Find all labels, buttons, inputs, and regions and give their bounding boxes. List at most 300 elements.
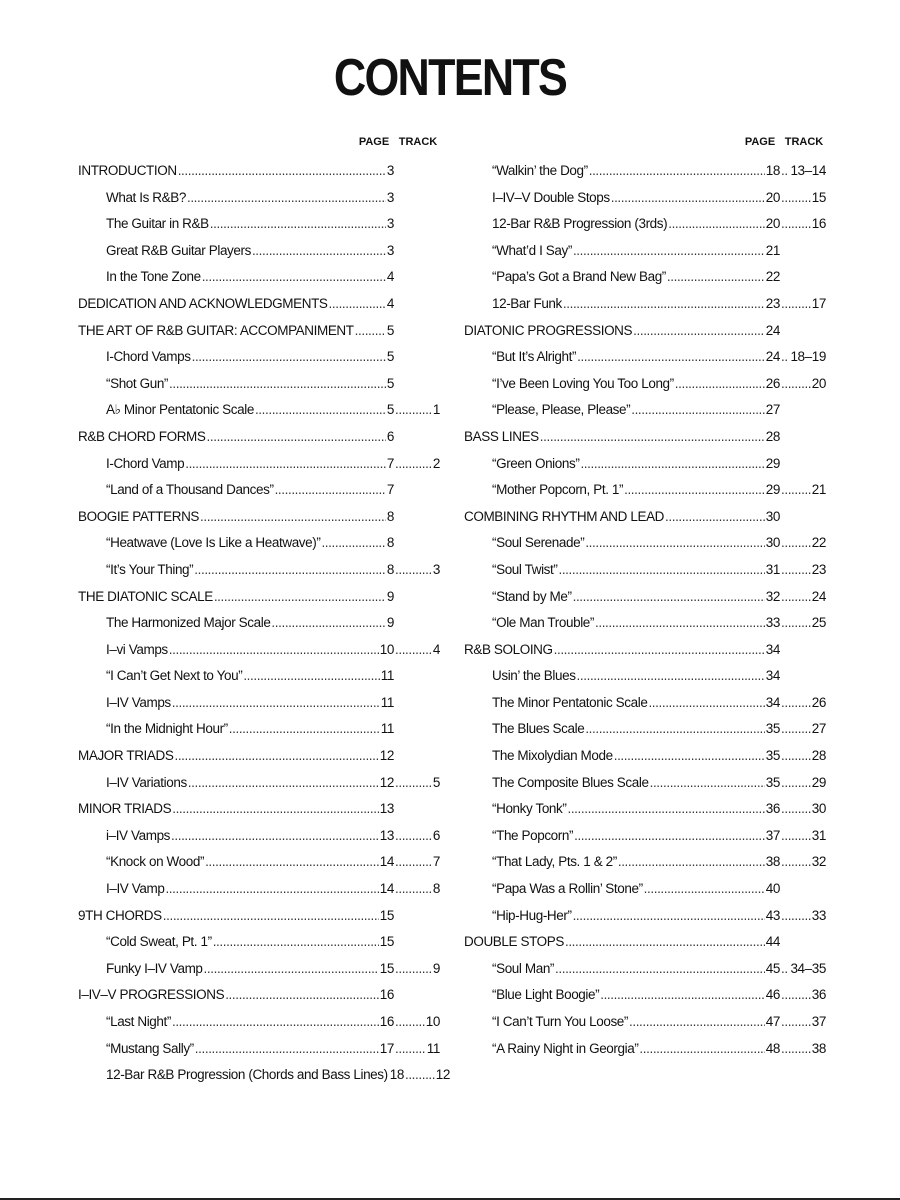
entry-title: 12-Bar R&B Progression (3rds) (492, 216, 668, 232)
entry-title: I–IV Variations (106, 774, 187, 790)
page-number: 5 (386, 402, 394, 418)
track-dot-leader (781, 982, 811, 1009)
track-dot-leader (781, 291, 811, 318)
page-number: 47 (765, 1014, 780, 1029)
entry-title: “Papa’s Got a Brand New Bag” (492, 269, 666, 285)
toc-entry (464, 690, 826, 717)
page-number: 34 (765, 641, 780, 657)
track-cell (780, 530, 826, 557)
page-number: 37 (765, 827, 780, 843)
track-dot-leader (781, 690, 811, 717)
toc-entry (464, 397, 826, 424)
track-number: 32 (811, 854, 826, 870)
entry-title: I–IV–V Double Stops (492, 189, 610, 205)
toc-section-heading (78, 504, 440, 531)
page-number: 16 (379, 1014, 394, 1029)
track-dot-leader (395, 849, 432, 876)
track-cell (394, 823, 440, 850)
track-dot-leader (781, 903, 811, 930)
track-dot-leader (405, 1062, 435, 1089)
page-number: 46 (765, 987, 780, 1003)
track-cell (780, 690, 826, 717)
dot-leader (589, 158, 765, 185)
track-dot-leader (395, 557, 432, 584)
track-dot-leader (781, 743, 811, 770)
entry-title: I–IV–V PROGRESSIONS (78, 987, 225, 1003)
toc-entry (78, 610, 440, 637)
toc-entry (78, 185, 440, 212)
entry-title: In the Tone Zone (106, 269, 201, 285)
track-number: 27 (811, 721, 826, 737)
dot-leader (639, 1036, 764, 1063)
track-number: 28 (811, 748, 826, 764)
toc-section-heading (464, 504, 826, 531)
entry-title: “Mother Popcorn, Pt. 1” (492, 482, 624, 498)
dot-leader (668, 211, 765, 238)
toc-entry (78, 637, 440, 664)
track-cell (394, 956, 440, 983)
entry-title: “Soul Man” (492, 960, 555, 976)
dot-leader (675, 371, 765, 398)
track-dot-leader (781, 770, 811, 797)
page-number: 15 (379, 960, 394, 976)
dot-leader (573, 238, 765, 265)
entry-title: DIATONIC PROGRESSIONS (464, 322, 633, 338)
dot-leader (648, 690, 764, 717)
entry-title: INTRODUCTION (78, 163, 177, 178)
dot-leader (255, 397, 386, 424)
toc-entry (78, 929, 440, 956)
page-number: 18 (389, 1067, 404, 1083)
toc-entry (78, 371, 440, 398)
toc-entry (464, 796, 826, 823)
page-number: 21 (765, 242, 780, 258)
page-number: 3 (386, 216, 394, 232)
track-cell (394, 1036, 440, 1063)
track-number: 26 (811, 694, 826, 710)
dot-leader (585, 530, 764, 557)
dot-leader (321, 530, 385, 557)
dot-leader (192, 344, 386, 371)
toc-section-heading (78, 424, 440, 451)
page-number: 4 (386, 295, 394, 311)
track-number: 37 (811, 1014, 826, 1029)
dot-leader (204, 956, 379, 983)
dot-leader (611, 185, 765, 212)
toc-entry (464, 903, 826, 930)
track-dot-leader (781, 796, 811, 823)
entry-title: THE ART OF R&B GUITAR: ACCOMPANIMENT (78, 322, 354, 338)
track-dot-leader (395, 823, 432, 850)
page-number: 40 (765, 881, 780, 897)
page-number: 12 (379, 774, 394, 790)
dot-leader (563, 291, 765, 318)
page-number: 20 (765, 189, 780, 205)
track-number: 16 (811, 216, 826, 232)
page-number: 17 (379, 1040, 394, 1056)
entry-title: BOOGIE PATTERNS (78, 508, 200, 524)
track-cell (394, 451, 440, 478)
track-dot-leader (395, 770, 432, 797)
entry-title: R&B SOLOING (464, 641, 553, 657)
dot-leader (171, 823, 379, 850)
dot-leader (554, 637, 765, 664)
track-number: 3 (432, 561, 440, 577)
toc-entry (78, 1036, 440, 1063)
dot-leader (650, 770, 765, 797)
toc-entry (464, 982, 826, 1009)
dot-leader (172, 1009, 379, 1036)
dot-leader (329, 291, 386, 318)
page-number: 9 (386, 588, 394, 604)
toc-section-heading (78, 291, 440, 318)
entry-title: “A Rainy Night in Georgia” (492, 1040, 639, 1056)
dot-leader (577, 344, 765, 371)
page-number: 14 (379, 854, 394, 870)
page-number: 3 (386, 189, 394, 205)
toc-entry (464, 185, 826, 212)
dot-leader (214, 584, 386, 611)
toc-entry (78, 530, 440, 557)
track-dot-leader (395, 1036, 426, 1063)
page-number: 33 (765, 615, 780, 631)
toc-entry (78, 397, 440, 424)
dot-leader (210, 211, 386, 238)
page-number: 23 (765, 295, 780, 311)
toc-entry (78, 876, 440, 903)
track-dot-leader (395, 956, 432, 983)
toc-entry (464, 344, 826, 371)
toc-column-right (464, 132, 826, 1062)
track-cell (780, 903, 826, 930)
entry-title: “Cold Sweat, Pt. 1” (106, 934, 212, 950)
entry-title: “Green Onions” (492, 455, 580, 471)
page-number: 12 (379, 748, 394, 764)
entry-title: “Hip-Hug-Her” (492, 907, 572, 923)
track-number: 25 (811, 615, 826, 631)
track-cell (394, 876, 440, 903)
page-number: 7 (386, 482, 394, 498)
toc-entry (464, 584, 826, 611)
entry-title: “Last Night” (106, 1014, 171, 1029)
track-dot-leader (781, 185, 811, 212)
entry-title: COMBINING RHYTHM AND LEAD (464, 508, 665, 524)
page-number: 5 (386, 375, 394, 391)
track-cell (780, 211, 826, 238)
entry-title: Great R&B Guitar Players (106, 242, 251, 258)
entry-title: Usin’ the Blues (492, 668, 576, 684)
toc-entry (464, 849, 826, 876)
entry-title: I–vi Vamps (106, 641, 168, 657)
dot-leader (555, 956, 765, 983)
page-number: 45 (765, 960, 780, 976)
page-title: CONTENTS (333, 49, 567, 107)
page-number: 3 (386, 163, 394, 178)
dot-leader (567, 796, 764, 823)
track-dot-leader (395, 1009, 425, 1036)
page-number: 8 (386, 535, 394, 551)
page-number: 34 (765, 668, 780, 684)
page-number: 9 (386, 615, 394, 631)
page-number: 27 (765, 402, 780, 418)
track-dot-leader (781, 956, 789, 983)
track-cell (780, 716, 826, 743)
toc-column-left (78, 132, 450, 1089)
toc-entry (464, 211, 826, 238)
track-number: 2 (432, 455, 440, 471)
track-number: 7 (432, 854, 440, 870)
toc-entry (464, 1036, 826, 1063)
toc-entry (78, 823, 440, 850)
track-dot-leader (781, 849, 811, 876)
entry-title: “The Popcorn” (492, 827, 574, 843)
page-number: 26 (765, 375, 780, 391)
toc-entry (464, 770, 826, 797)
dot-leader (577, 663, 765, 690)
track-number: 20 (811, 375, 826, 391)
page-number: 14 (379, 881, 394, 897)
track-number: 15 (811, 189, 826, 205)
toc-entry (464, 956, 826, 983)
track-header: TRACK (784, 136, 824, 148)
toc-section-heading (78, 584, 440, 611)
page-number: 24 (765, 349, 780, 365)
page-number: 44 (765, 934, 780, 950)
toc-entry (464, 716, 826, 743)
entry-title: I–IV Vamps (106, 694, 171, 710)
track-dot-leader (781, 371, 811, 398)
track-dot-leader (781, 557, 811, 584)
page-number: 8 (386, 561, 394, 577)
entry-title: 12-Bar Funk (492, 295, 562, 311)
dot-leader (595, 610, 765, 637)
dot-leader (631, 397, 765, 424)
track-cell (780, 185, 826, 212)
toc-entry (464, 823, 826, 850)
track-number: 38 (811, 1040, 826, 1056)
entry-title: “Land of a Thousand Dances” (106, 482, 274, 498)
toc-section-heading (78, 318, 440, 345)
page-number: 5 (386, 349, 394, 365)
track-number: 36 (811, 987, 826, 1003)
track-dot-leader (781, 1036, 811, 1063)
dot-leader (252, 238, 386, 265)
entry-title: “Soul Twist” (492, 561, 558, 577)
dot-leader (225, 982, 379, 1009)
page-number: 18 (765, 163, 780, 178)
track-dot-leader (781, 477, 811, 504)
track-dot-leader (781, 211, 811, 238)
entry-title: “Blue Light Boogie” (492, 987, 600, 1003)
dot-leader (178, 158, 386, 185)
dot-leader (558, 557, 764, 584)
toc-section-heading (464, 637, 826, 664)
toc-entry (464, 557, 826, 584)
page-number: 8 (386, 508, 394, 524)
dot-leader (205, 849, 379, 876)
toc-section-heading (78, 158, 440, 185)
dot-leader (629, 1009, 765, 1036)
track-number: 24 (811, 588, 826, 604)
toc-list-left (78, 158, 450, 1089)
track-dot-leader (781, 823, 811, 850)
page-number: 35 (765, 774, 780, 790)
track-number: 6 (432, 827, 440, 843)
page-number: 31 (765, 561, 780, 577)
page-number: 34 (765, 694, 780, 710)
entry-title: “Heatwave (Love Is Like a Heatwave)” (106, 535, 321, 551)
entry-title: “Please, Please, Please” (492, 402, 631, 418)
toc-entry (78, 477, 440, 504)
entry-title: “Stand by Me” (492, 588, 572, 604)
toc-entry (78, 451, 440, 478)
page-number: 30 (765, 535, 780, 551)
dot-leader (202, 264, 386, 291)
page-number: 36 (765, 801, 780, 817)
entry-title: i–IV Vamps (106, 827, 171, 843)
toc-entry (78, 956, 440, 983)
entry-title: “In the Midnight Hour” (106, 721, 228, 737)
track-number: 34–35 (790, 960, 826, 976)
toc-entry (78, 770, 440, 797)
dot-leader (195, 1036, 379, 1063)
entry-title: 9TH CHORDS (78, 907, 162, 923)
toc-entry (464, 477, 826, 504)
track-cell (404, 1062, 450, 1089)
track-cell (780, 1036, 826, 1063)
entry-title: The Minor Pentatonic Scale (492, 694, 648, 710)
toc-entry (464, 876, 826, 903)
dot-leader (174, 743, 378, 770)
dot-leader (271, 610, 385, 637)
page-number: 11 (380, 721, 394, 737)
entry-title: 12-Bar R&B Progression (Chords and Bass Lines) (106, 1067, 388, 1083)
track-cell (780, 610, 826, 637)
dot-leader (194, 557, 386, 584)
toc-entry (78, 690, 440, 717)
track-cell (780, 743, 826, 770)
page-number: 6 (386, 428, 394, 444)
page-number: 7 (386, 455, 394, 471)
toc-entry (464, 291, 826, 318)
toc-entry (78, 211, 440, 238)
track-cell (780, 796, 826, 823)
entry-title: “Papa Was a Rollin’ Stone” (492, 881, 643, 897)
entry-title: THE DIATONIC SCALE (78, 588, 213, 604)
page-number: 11 (380, 694, 394, 710)
dot-leader (600, 982, 765, 1009)
entry-title: MINOR TRIADS (78, 801, 172, 817)
toc-section-heading (78, 903, 440, 930)
page-number: 10 (379, 641, 394, 657)
dot-leader (243, 663, 379, 690)
dot-leader (574, 823, 765, 850)
track-number: 11 (426, 1040, 440, 1056)
track-number: 33 (811, 907, 826, 923)
page-number: 4 (386, 269, 394, 285)
toc-entry (78, 716, 440, 743)
page-number: 5 (386, 322, 394, 338)
dot-leader (229, 716, 380, 743)
track-cell (780, 823, 826, 850)
track-header: TRACK (398, 136, 438, 148)
track-number: 4 (432, 641, 440, 657)
page-number: 30 (765, 508, 780, 524)
column-header (464, 132, 826, 152)
track-cell (780, 584, 826, 611)
page-number: 29 (765, 482, 780, 498)
page-number: 38 (765, 854, 780, 870)
dot-leader (573, 903, 765, 930)
toc-entry (464, 451, 826, 478)
entry-title: BASS LINES (464, 428, 539, 444)
dot-leader (644, 876, 765, 903)
dot-leader (163, 903, 379, 930)
entry-title: I-Chord Vamp (106, 455, 185, 471)
toc-section-heading (78, 982, 440, 1009)
dot-leader (165, 876, 378, 903)
track-number: 10 (425, 1014, 440, 1029)
entry-title: The Harmonized Major Scale (106, 615, 271, 631)
dot-leader (624, 477, 765, 504)
page-number: 15 (379, 934, 394, 950)
page-number: 24 (765, 322, 780, 338)
track-cell (394, 557, 440, 584)
entry-title: The Mixolydian Mode (492, 748, 613, 764)
track-dot-leader (781, 584, 811, 611)
entry-title: MAJOR TRIADS (78, 748, 174, 764)
entry-title: “I Can’t Get Next to You” (106, 668, 243, 684)
track-dot-leader (781, 610, 811, 637)
track-cell (780, 371, 826, 398)
page-number: 43 (765, 907, 780, 923)
dot-leader (573, 584, 765, 611)
toc-section-heading (464, 318, 826, 345)
page-number: 22 (765, 269, 780, 285)
track-cell (780, 477, 826, 504)
dot-leader (169, 371, 386, 398)
page-number: 16 (379, 987, 394, 1003)
entry-title: The Guitar in R&B (106, 216, 209, 232)
track-cell (780, 1009, 826, 1036)
entry-title: The Composite Blues Scale (492, 774, 649, 790)
toc-section-heading (78, 796, 440, 823)
entry-title: “But It’s Alright” (492, 349, 577, 365)
track-number: 31 (811, 827, 826, 843)
track-number: 8 (432, 881, 440, 897)
entry-title: R&B CHORD FORMS (78, 428, 206, 444)
toc-entry (464, 663, 826, 690)
toc-entry (78, 1009, 440, 1036)
toc-entry (78, 849, 440, 876)
entry-title: “Walkin’ the Dog” (492, 163, 588, 178)
track-number: 17 (811, 295, 826, 311)
dot-leader (540, 424, 765, 451)
page-number: 15 (379, 907, 394, 923)
page-number: 11 (380, 668, 394, 684)
toc-entry (464, 1009, 826, 1036)
track-dot-leader (781, 344, 789, 371)
entry-title: “Mustang Sally” (106, 1040, 194, 1056)
toc-section-heading (78, 743, 440, 770)
track-number: 18–19 (790, 349, 826, 365)
toc-entry (464, 743, 826, 770)
track-cell (780, 849, 826, 876)
toc-entry (78, 1062, 450, 1089)
track-cell (394, 637, 440, 664)
dot-leader (565, 929, 765, 956)
track-dot-leader (781, 158, 789, 185)
